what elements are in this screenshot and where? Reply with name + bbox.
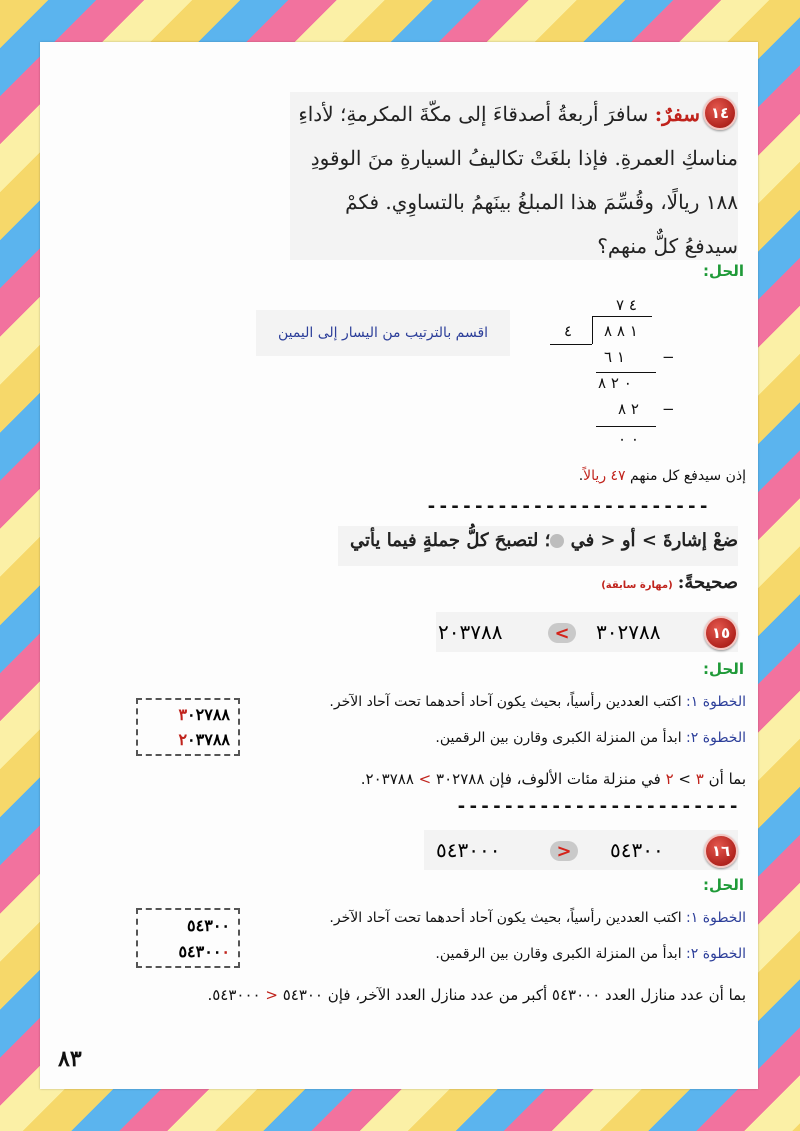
- problem-15-compare-box: [136, 698, 240, 756]
- conclusion-15-n2: ٢٠٣٧٨٨.: [360, 770, 414, 788]
- problem-15-left-number: ٢٠٣٧٨٨: [438, 620, 503, 644]
- problem-16-badge: [704, 834, 738, 868]
- conclusion-15-gt: >: [678, 770, 691, 788]
- box-bottom-rest: ٠٣٧٨٨: [187, 730, 230, 749]
- conclusion-16-n2: ٥٤٣٠٠٠.: [207, 986, 261, 1004]
- problem-14-text-1: سافرَ أربعةُ أصدقاءَ إلى مكّةَ المكرمةِ؛ لأداءِ: [298, 102, 649, 126]
- division-divisor: ٤: [564, 322, 573, 340]
- page-number: ٨٣: [58, 1046, 82, 1072]
- problem-15-step-1-text: اكتب العددين رأسياً، بحيث يكون آحاد أحدهما تحت آحاد الآخر.: [329, 694, 682, 710]
- problem-16-step-1: [329, 910, 746, 926]
- conclusion-16-n1: ٥٤٣٠٠: [282, 986, 323, 1004]
- problem-15-step-2-label: الخطوة ٢:: [686, 730, 746, 746]
- division-step-1-sign: −: [662, 348, 679, 366]
- instruction-text-b: ؛ لتصبحَ كلُّ جملةٍ فيما يأتي: [349, 530, 551, 551]
- problem-16-step-1-label: الخطوة ١:: [686, 910, 746, 926]
- conclusion-15-digit-b: ٢: [665, 770, 674, 788]
- problem-16-step-2-label: الخطوة ٢:: [686, 946, 746, 962]
- division-quotient-line: [592, 316, 652, 317]
- answer-prefix: إذن سيدفع كل منهم: [630, 468, 746, 484]
- problem-14-line-4: سيدفعُ كلٌّ منهم؟: [597, 234, 738, 258]
- problem-15-badge: [704, 616, 738, 650]
- divider-1: ------------------------: [426, 496, 711, 517]
- conclusion-15-b: في منزلة مئات الألوف، فإن: [489, 770, 661, 788]
- instruction-line-1: [338, 530, 738, 551]
- workbook-page: [40, 42, 758, 1089]
- division-step-2: ٢ ٨: [618, 400, 639, 418]
- problem-15-step-1: [329, 694, 746, 710]
- problem-14-badge: [703, 96, 737, 130]
- conclusion-15-a: بما أن: [708, 770, 746, 788]
- division-quotient: ٤ ٧: [616, 296, 637, 314]
- problem-16-step-2: [435, 946, 746, 962]
- problem-14-line-3: ١٨٨ ريالًا، وقُسِّمَ هذا المبلغُ بينَهمُ بالتساوِي. فكمْ: [345, 190, 738, 214]
- problem-16-sign: [550, 841, 578, 861]
- division-hint: اقسم بالترتيب من اليسار إلى اليمين: [256, 310, 510, 356]
- conclusion-16-sign: <: [265, 986, 278, 1004]
- divider-2: ------------------------: [456, 796, 741, 817]
- problem-14-number: ١٤: [710, 104, 730, 122]
- problem-16-box-bottom: [178, 942, 230, 961]
- problem-16-step-1-text: اكتب العددين رأسياً، بحيث يكون آحاد أحدهما تحت آحاد الآخر.: [329, 910, 682, 926]
- division-step-2-line: [596, 426, 656, 427]
- problem-15-step-1-label: الخطوة ١:: [686, 694, 746, 710]
- box-top-rest: ٠٢٧٨٨: [187, 705, 230, 724]
- instruction-text-a: ضعْ إشارةَ > أو < في: [570, 530, 738, 551]
- box16-bottom-extra: ٠: [221, 941, 230, 961]
- problem-15-step-2-text: ابدأ من المنزلة الكبرى وقارن بين الرقمين.: [435, 730, 682, 746]
- answer-value: ٤٧ ريالاً: [583, 468, 626, 484]
- problem-15-conclusion: [361, 770, 746, 788]
- gray-circle-icon: [550, 534, 564, 548]
- division-step-2-sign: −: [662, 400, 679, 418]
- problem-15-solution-label: الحل:: [703, 660, 744, 678]
- box16-top: ٥٤٣٠٠: [187, 915, 230, 935]
- problem-16-step-2-text: ابدأ من المنزلة الكبرى وقارن بين الرقمين.: [435, 946, 682, 962]
- problem-16-box-top: [187, 916, 230, 935]
- problem-16-left-number: ٥٤٣٠٠٠: [436, 838, 501, 862]
- division-dividend: ١ ٨ ٨: [604, 322, 638, 340]
- conclusion-15-n1: ٣٠٢٧٨٨: [436, 770, 485, 788]
- problem-15-step-2: [435, 730, 746, 746]
- conclusion-16-a: بما أن عدد منازل العدد ٥٤٣٠٠٠ أكبر من عدد منازل العدد الآخر، فإن: [327, 986, 746, 1004]
- problem-15-box-top: [178, 705, 230, 724]
- division-step-1-line: [596, 372, 656, 373]
- problem-16-right-number: ٥٤٣٠٠: [610, 838, 664, 862]
- division-remainder-1: ٠ ٢ ٨: [598, 374, 632, 392]
- box-bottom-digit: ٢: [178, 730, 188, 749]
- division-remainder-2: ٠ ٠: [618, 430, 639, 448]
- box16-bottom-main: ٥٤٣٠٠: [178, 941, 222, 961]
- answer-end: .: [578, 468, 584, 484]
- problem-16-sign-text: >: [556, 840, 572, 862]
- problem-16-conclusion: [207, 986, 746, 1004]
- problem-14-line-2: مناسكِ العمرةِ. فإذا بلغَتْ تكاليفُ السيارةِ منَ الوقودِ: [310, 146, 738, 170]
- instruction-text-c: صحيحةً:: [677, 572, 738, 593]
- problem-15-sign: [548, 623, 576, 643]
- problem-16-solution-label: الحل:: [703, 876, 744, 894]
- problem-14-title: سفرٌ:: [654, 102, 700, 126]
- skill-tag: (مهارة سابقة): [601, 580, 673, 591]
- problem-14-answer: [579, 468, 746, 484]
- problem-14-solution-label: الحل:: [703, 262, 744, 280]
- division-step-1: ١ ٦: [604, 348, 625, 366]
- problem-15-box-bottom: [178, 730, 230, 749]
- conclusion-15-digit-a: ٣: [695, 770, 704, 788]
- division-bracket: [592, 316, 593, 344]
- problem-14-line-1: [280, 92, 700, 136]
- problem-15-sign-text: <: [554, 622, 570, 644]
- problem-16-compare-box: [136, 908, 240, 968]
- division-divisor-line: [550, 344, 592, 345]
- problem-15-right-number: ٣٠٢٧٨٨: [596, 620, 661, 644]
- instruction-line-2: [601, 572, 738, 593]
- problem-16-number: ١٦: [711, 842, 731, 860]
- problem-15-number: ١٥: [711, 624, 731, 642]
- conclusion-15-sign: >: [418, 770, 432, 788]
- box-top-digit: ٣: [178, 705, 188, 724]
